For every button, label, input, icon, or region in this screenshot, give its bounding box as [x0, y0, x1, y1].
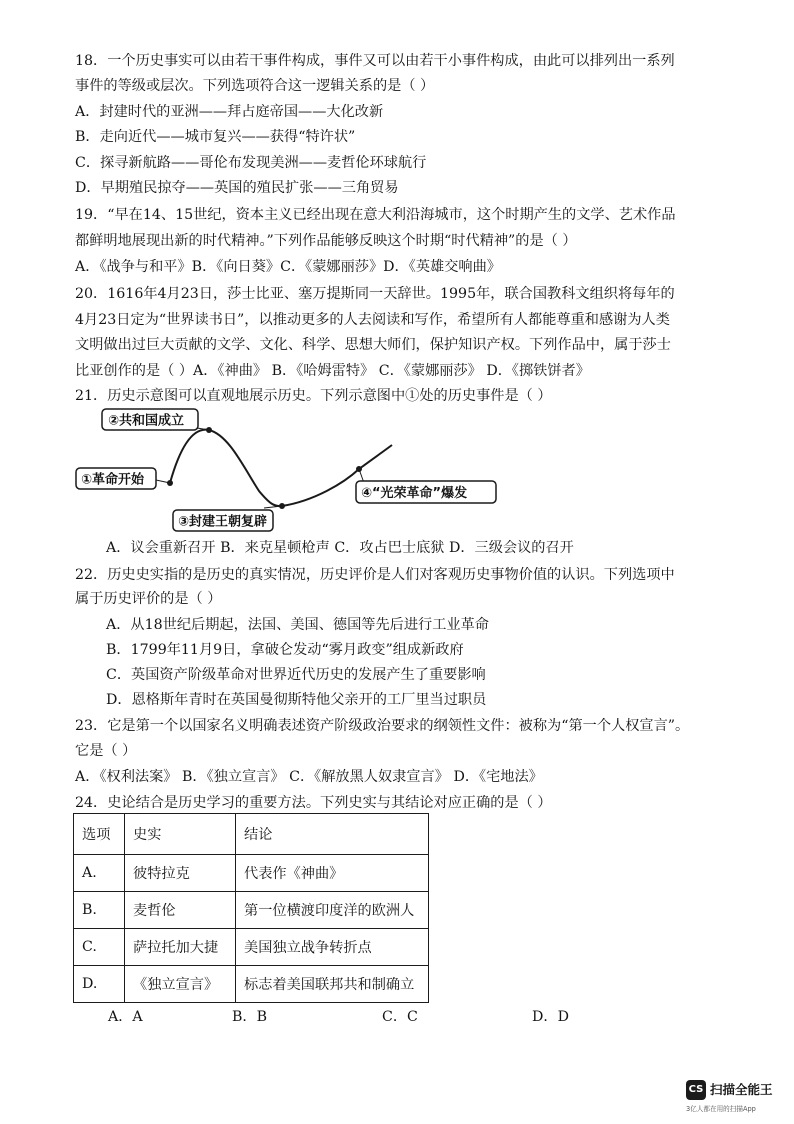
table-cell: 美国独立战争转折点: [236, 929, 429, 966]
q20-stem-line4: 比亚创作的是（ ）A．《神曲》 B．《哈姆雷特》 C．《蒙娜丽莎》 D．《掷铁饼者》: [75, 363, 590, 379]
table-cell: 彼特拉克: [125, 855, 236, 892]
q24-answer-b: B．B: [232, 1009, 268, 1025]
q18-stem-line2: 事件的等级或层次。下列选项符合这一逻辑关系的是（ ）: [75, 78, 435, 94]
table-cell: C.: [74, 929, 125, 966]
q20-stem-line1: 20．1616年4月23日，莎士比亚、塞万提斯同一天辞世。1995年，联合国教科文组织将每年的: [75, 286, 675, 302]
table-header-row: [74, 814, 429, 855]
camscanner-icon: CS: [686, 1080, 706, 1100]
q18-option-d: D．早期殖民掠夺——英国的殖民扩张——三角贸易: [75, 180, 399, 196]
q21-options: A．议会重新召开 B．来克星顿枪声 C．攻占巴士底狱 D．三级会议的召开: [106, 540, 574, 556]
label-3-text: ③封建王朝复辟: [178, 514, 268, 530]
q18-option-c: C．探寻新航路——哥伦布发现美洲——麦哲伦环球航行: [75, 155, 427, 171]
q18-stem-line1: 18．一个历史事实可以由若干事件构成，事件又可以由若干小事件构成，由此可以排列出一系列: [75, 53, 675, 69]
q18-option-a: A．封建时代的亚洲——拜占庭帝国——大化改新: [75, 104, 384, 120]
scanner-watermark: [686, 1080, 794, 1120]
table-cell: 萨拉托加大捷: [125, 929, 236, 966]
q22-option-c: C．英国资产阶级革命对世界近代历史的发展产生了重要影响: [106, 667, 486, 683]
q23-stem-line1: 23．它是第一个以国家名义明确表述资产阶级政治要求的纲领性文件：被称为“第一个人权宣言”。: [75, 718, 690, 734]
q20-stem-line3: 文明做出过巨大贡献的文学、文化、科学、思想大师们，保护知识产权。下列作品中，属于莎士: [75, 337, 671, 353]
label-1-text: ①革命开始: [81, 472, 145, 488]
q22-option-d: D．恩格斯年青时在英国曼彻斯特他父亲开的工厂里当过职员: [106, 692, 487, 708]
q23-stem-line2: 它是（ ）: [75, 743, 137, 759]
table-row: [74, 892, 429, 929]
q21-curve-diagram: [74, 403, 514, 535]
q23-options: A．《权利法案》 B．《独立宣言》 C．《解放黑人奴隶宣言》 D．《宅地法》: [75, 769, 543, 785]
q18-option-b: B．走向近代——城市复兴——获得“特许状”: [75, 129, 356, 145]
table-cell: B.: [74, 892, 125, 929]
q22-option-a: A．从18世纪后期起，法国、美国、德国等先后进行工业革命: [106, 617, 489, 633]
q24-answer-a: A．A: [108, 1009, 143, 1025]
q22-stem-line2: 属于历史评价的是（ ）: [75, 591, 222, 607]
table-header-cell: 结论: [236, 814, 429, 855]
q24-table: [73, 813, 429, 1003]
table-cell: A.: [74, 855, 125, 892]
q24-stem: 24．史论结合是历史学习的重要方法。下列史实与其结论对应正确的是（ ）: [75, 795, 552, 811]
q24-answer-d: D．D: [532, 1009, 569, 1025]
q24-answer-c: C．C: [382, 1009, 418, 1025]
table-cell: 第一位横渡印度洋的欧洲人: [236, 892, 429, 929]
q19-options: A．《战争与和平》B．《向日葵》C．《蒙娜丽莎》D．《英雄交响曲》: [75, 259, 501, 275]
q21-stem: 21．历史示意图可以直观地展示历史。下列示意图中①处的历史事件是（ ）: [75, 388, 552, 404]
table-cell: 代表作《神曲》: [236, 855, 429, 892]
q20-stem-line2: 4月23日定为“世界读书日”，以推动更多的人去阅读和写作，希望所有人都能尊重和感谢为人类: [75, 312, 670, 328]
table-row: [74, 855, 429, 892]
table-header-cell: 史实: [125, 814, 236, 855]
table-cell: 标志着美国联邦共和制确立: [236, 966, 429, 1003]
label-2-text: ②共和国成立: [108, 413, 185, 429]
table-row: [74, 929, 429, 966]
table-row: [74, 966, 429, 1003]
q22-option-b: B．1799年11月9日，拿破仑发动“雾月政变”组成新政府: [106, 642, 464, 658]
table-cell: 《独立宣言》: [125, 966, 236, 1003]
label-4-text: ④“光荣革命”爆发: [361, 486, 468, 501]
watermark-name: 扫描全能王: [710, 1082, 773, 1097]
table-header-cell: 选项: [74, 814, 125, 855]
watermark-tagline: 3亿人都在用的扫描App: [686, 1105, 756, 1113]
table-cell: 麦哲伦: [125, 892, 236, 929]
q19-stem-line1: 19．“早在14、15世纪，资本主义已经出现在意大利沿海城市，这个时期产生的文学、艺术作品: [75, 207, 676, 223]
table-cell: D.: [74, 966, 125, 1003]
q19-stem-line2: 都鲜明地展现出新的时代精神。”下列作品能够反映这个时期“时代精神”的是（ ）: [75, 233, 577, 249]
q22-stem-line1: 22．历史史实指的是历史的真实情况，历史评价是人们对客观历史事物价值的认识。下列选项中: [75, 567, 675, 583]
